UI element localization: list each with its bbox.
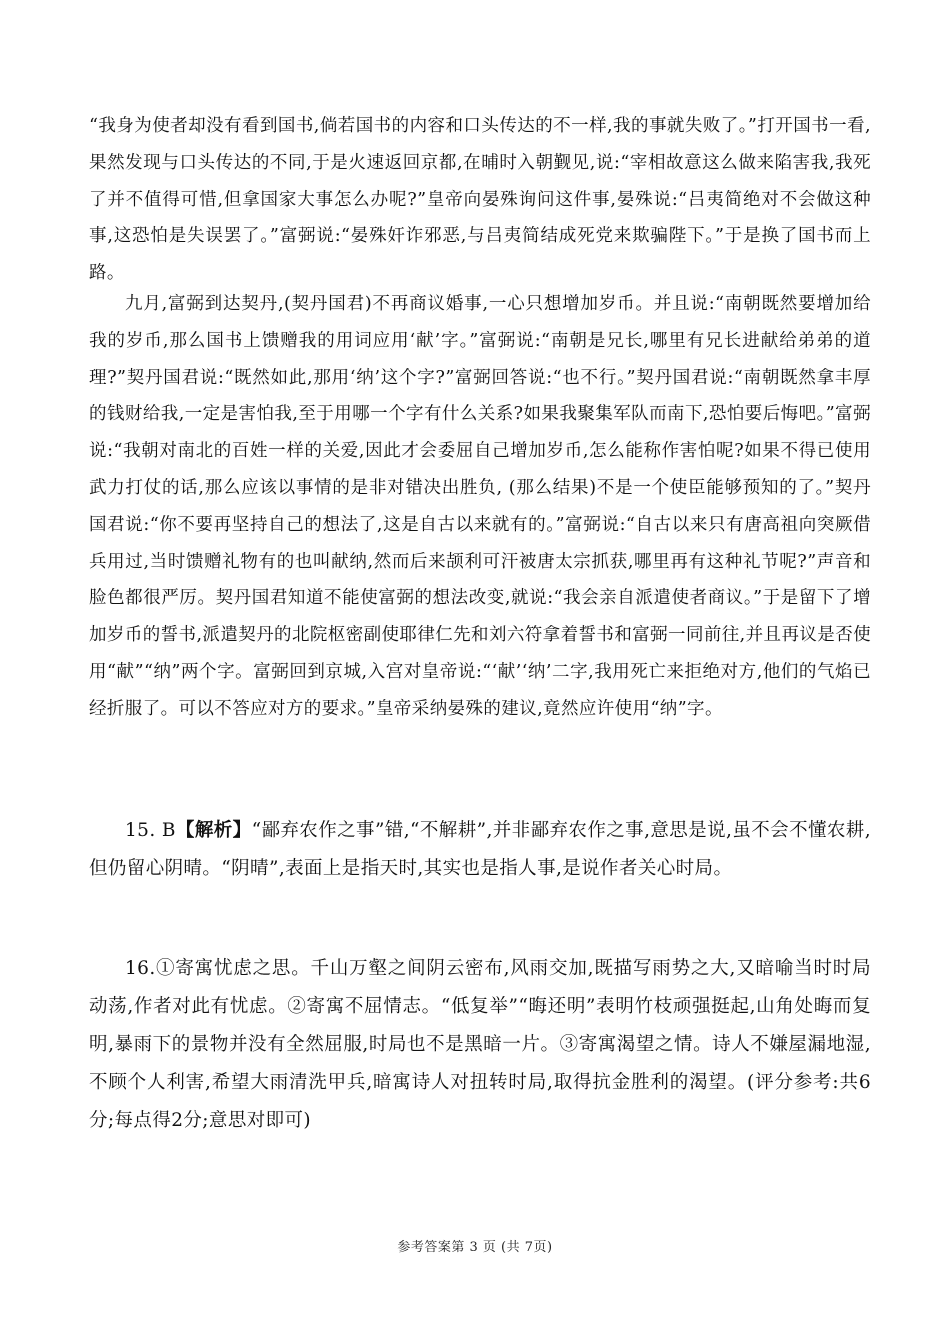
answer-15-number: 15.	[125, 820, 156, 841]
translation-paragraph-1: “我身为使者却没有看到国书,倘若国书的内容和口头传达的不一样,我的事就失败了。”打开国书一看,果然发现与口头传达的不同,于是火速返回京都,在晡时入朝觐见,说:“宰相故意这么做来陷害我,我死了并不值得可惜,但拿国家大事怎么办呢?”皇帝向晏殊询问这件事,晏殊说:“吕夷简绝对不会做这种事,这恐怕是失误罢了。”富弼说:“晏殊奸诈邪恶,与吕夷简结成死党来欺骗陛下。”于是换了国书而上路。	[89, 116, 871, 284]
answer-15-analysis-tag: 【解析】	[175, 820, 252, 841]
answer-15-choice: B	[155, 820, 176, 841]
answer-16: 16.①寄寓忧虑之思。千山万壑之间阴云密布,风雨交加,既描写雨势之大,又暗喻当时时局动荡,作者对此有忧虑。②寄寓不屈情志。“低复举”“晦还明”表明竹枝顽强挺起,山角处晦而复明,暴雨下的景物并没有全然屈服,时局也不是黑暗一片。③寄寓渴望之情。诗人不嫌屋漏地湿,不顾个人利害,希望大雨清洗甲兵,暗寓诗人对扭转时局,取得抗金胜利的渴望。(评分参考:共6分;每点得2分;意思对即可)	[89, 958, 871, 1131]
answer-15-text: “鄙弃农作之事”错,“不解耕”,并非鄙弃农作之事,意思是说,虽不会不懂农耕,但仍留心阴晴。“阴晴”,表面上是指天时,其实也是指人事,是说作者关心时局。	[89, 820, 871, 879]
translation-paragraph-2: 九月,富弼到达契丹,(契丹国君)不再商议婚事,一心只想增加岁币。并且说:“南朝既然要增加给我的岁币,那么国书上馈赠我的用词应用‘献’字。”富弼说:“南朝是兄长,哪里有兄长进献给弟弟的道理?”契丹国君说:“既然如此,那用‘纳’这个字?”富弼回答说:“也不行。”契丹国君说:“南朝既然拿丰厚的钱财给我,一定是害怕我,至于用哪一个字有什么关系?如果我聚集军队而南下,恐怕要后悔吧。”富弼说:“我朝对南北的百姓一样的关爱,因此才会委屈自己增加岁币,怎么能称作害怕呢?如果不得已使用武力打仗的话,那么应该以事情的是非对错决出胜负, (那么结果)不是一个使臣能够预知的了。”契丹国君说:“你不要再坚持自己的想法了,这是自古以来就有的。”富弼说:“自古以来只有唐高祖向突厥借兵用过,当时馈赠礼物有的也叫献纳,然而后来颉利可汗被唐太宗抓获,哪里再有这种礼节呢?”声音和脸色都很严厉。契丹国君知道不能使富弼的想法改变,就说:“我会亲自派遣使者商议。”于是留下了增加岁币的誓书,派遣契丹的北院枢密副使耶律仁先和刘六符拿着誓书和富弼一同前往,并且再议是否使用“献”“纳”两个字。富弼回到京城,入宫对皇帝说:“‘献’‘纳’二字,我用死亡来拒绝对方,他们的气焰已经折服了。可以不答应对方的要求。”皇帝采纳晏殊的建议,竟然应许使用“纳”字。	[89, 294, 871, 719]
page-footer: 参考答案第 3 页 (共 7页)	[397, 1240, 553, 1255]
answer-15	[89, 812, 871, 888]
